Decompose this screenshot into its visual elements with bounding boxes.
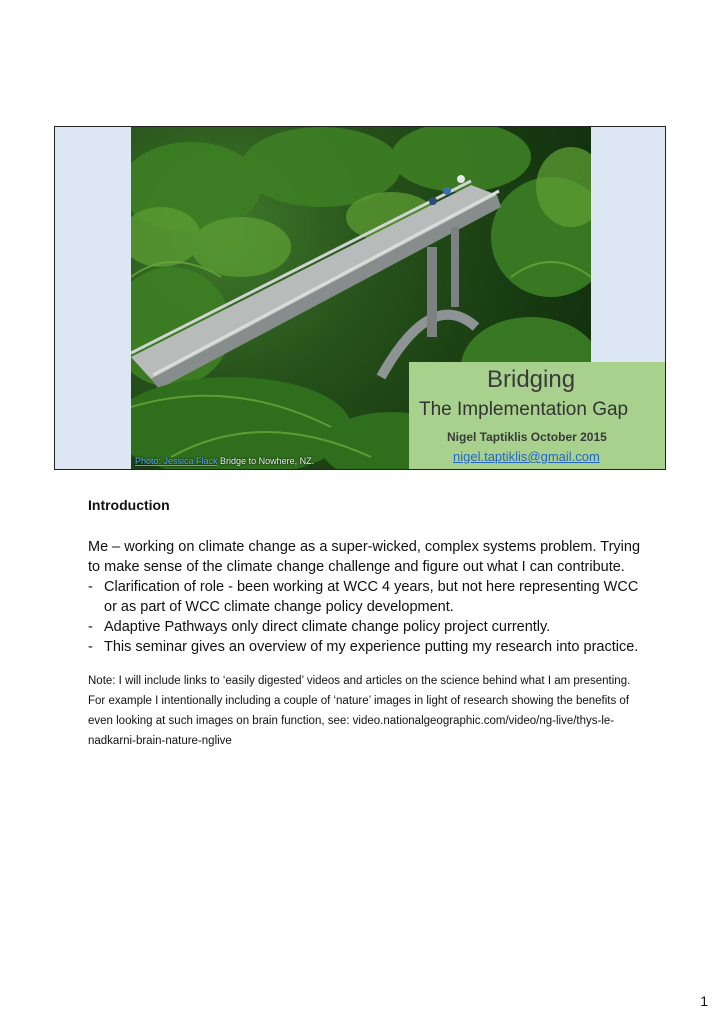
photo-credit-link[interactable]: Photo: Jessica Flack	[135, 456, 218, 466]
slide-frame	[54, 126, 666, 470]
notes-paragraph: Me – working on climate change as a super-wicked, complex systems problem. Trying to make sense of the climate change challenge and figure out what I can contribute.	[88, 539, 641, 575]
slide-subtitle: The Implementation Gap	[419, 399, 629, 420]
notes-footnote: Note: I will include links to ‘easily digested’ videos and articles on the science behind what I am presenting. For example I intentionally including a couple of ‘nature’ images in light of research showing the benefits of even looking at such images on brain function, see: video.nationalgeographic.com/video/ng-live/thys-le-nadkarni-brain-nature-nglive	[88, 675, 631, 747]
speaker-notes	[88, 497, 648, 751]
title-box	[409, 362, 665, 469]
slide-title: Bridging	[487, 366, 576, 393]
list-item: - This seminar gives an overview of my experience putting my research into practice.	[88, 637, 648, 657]
photo-caption	[135, 456, 314, 466]
slide-author-date: Nigel Taptiklis October 2015	[447, 430, 607, 444]
notes-bullet-list	[88, 577, 648, 657]
notes-heading: Introduction	[88, 497, 170, 513]
page-number: 1	[700, 993, 708, 1009]
list-item: - Adaptive Pathways only direct climate change policy project currently.	[88, 617, 648, 637]
slide-email-link[interactable]: nigel.taptiklis@gmail.com	[453, 449, 600, 464]
photo-caption-text: Bridge to Nowhere, NZ.	[217, 456, 315, 466]
list-item: - Clarification of role - been working at WCC 4 years, but not here representing WCC or as part of WCC climate change policy development.	[88, 577, 648, 617]
